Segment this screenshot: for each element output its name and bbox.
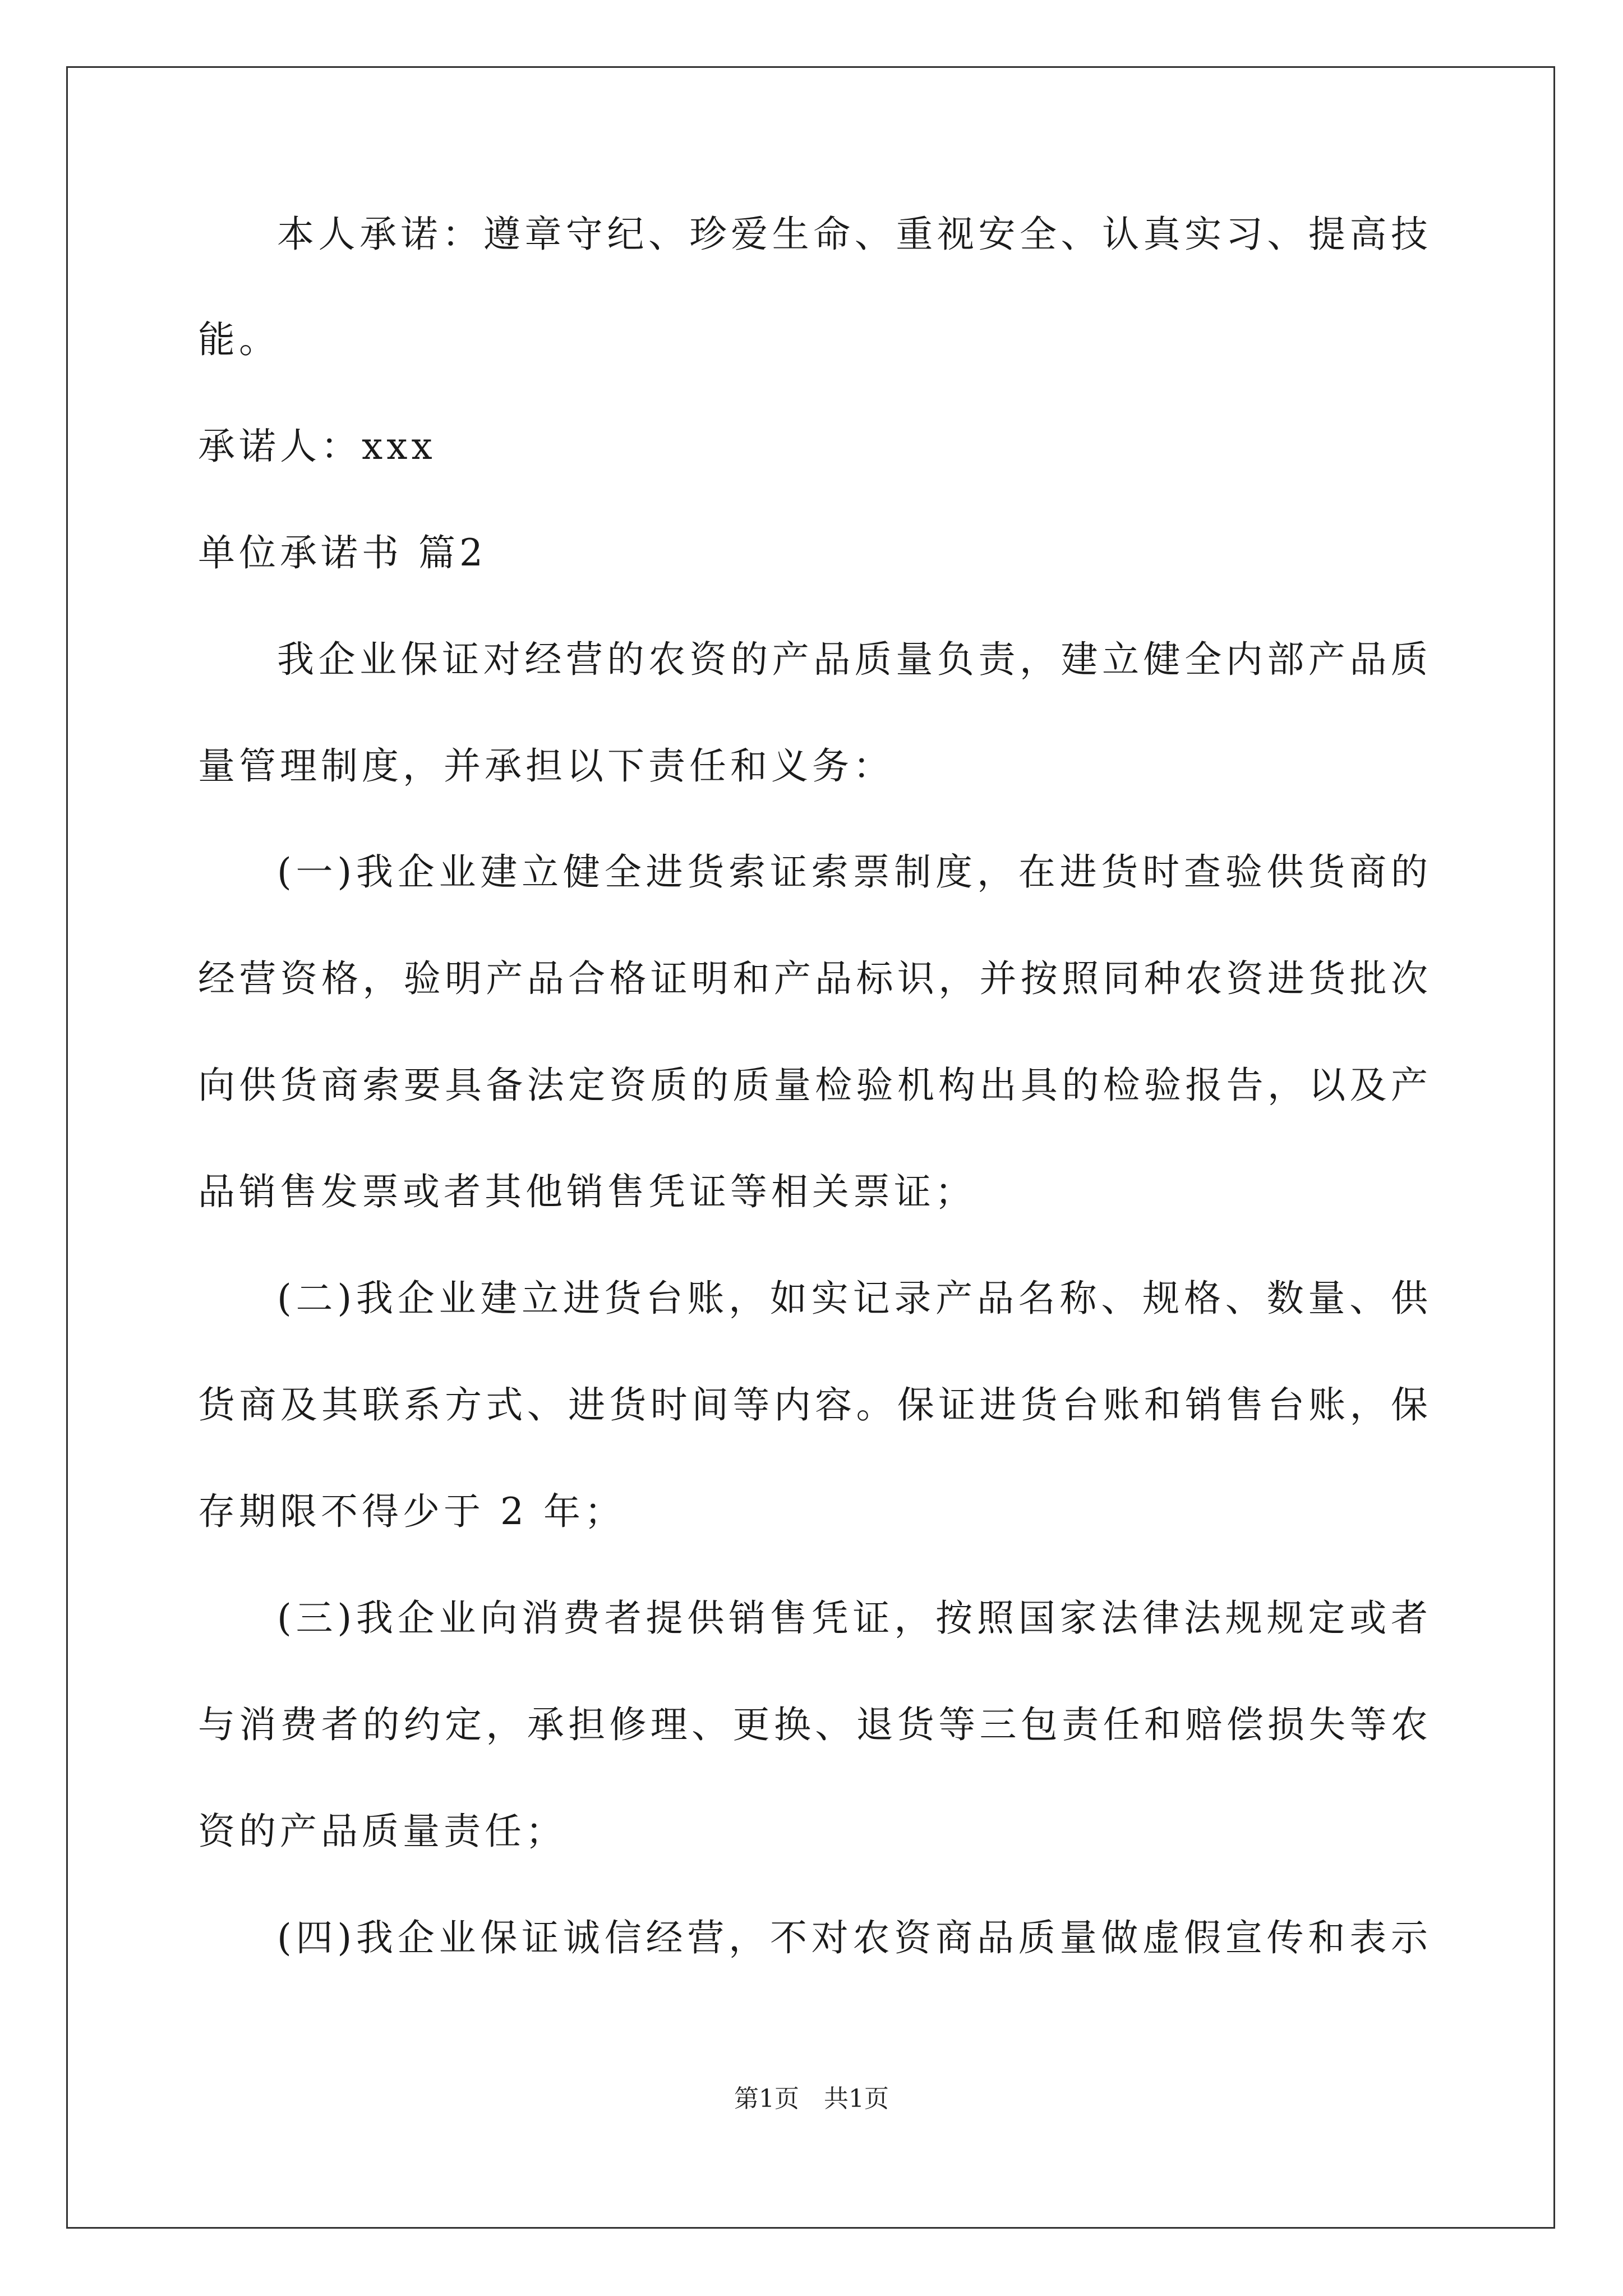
text-line: 资的产品质量责任； <box>198 1810 566 1853</box>
text-line: 我企业保证对经营的农资的产品质量负责，建立健全内部产品质 <box>277 638 1428 681</box>
text-line: 经营资格，验明产品合格证明和产品标识，并按照同种农资进货批次 <box>198 957 1428 1000</box>
text-line: 量管理制度，并承担以下责任和义务： <box>198 744 894 788</box>
text-line: (四)我企业保证诚信经营，不对农资商品质量做虚假宣传和表示 <box>277 1916 1428 1959</box>
text-line: 品销售发票或者其他销售凭证等相关票证； <box>198 1170 976 1213</box>
text-line: 本人承诺：遵章守纪、珍爱生命、重视安全、认真实习、提高技 <box>277 213 1428 256</box>
text-line: 货商及其联系方式、进货时间等内容。保证进货台账和销售台账，保 <box>198 1383 1428 1427</box>
section-heading: 单位承诺书 篇2 <box>198 531 487 574</box>
page-frame <box>66 66 1555 2229</box>
text-line: 存期限不得少于 2 年； <box>198 1490 625 1533</box>
signer-line: 承诺人：xxx <box>198 425 436 468</box>
text-line: 能。 <box>198 318 280 361</box>
page-number-footer: 第1页 共1页 <box>734 2085 889 2113</box>
text-line: 与消费者的约定，承担修理、更换、退货等三包责任和赔偿损失等农 <box>198 1703 1428 1746</box>
text-line: (三)我企业向消费者提供销售凭证，按照国家法律法规规定或者 <box>277 1596 1428 1640</box>
text-line: 向供货商索要具备法定资质的质量检验机构出具的检验报告，以及产 <box>198 1064 1428 1107</box>
text-line: (一)我企业建立健全进货索证索票制度，在进货时查验供货商的 <box>277 850 1428 894</box>
text-line: (二)我企业建立进货台账，如实记录产品名称、规格、数量、供 <box>277 1277 1428 1320</box>
